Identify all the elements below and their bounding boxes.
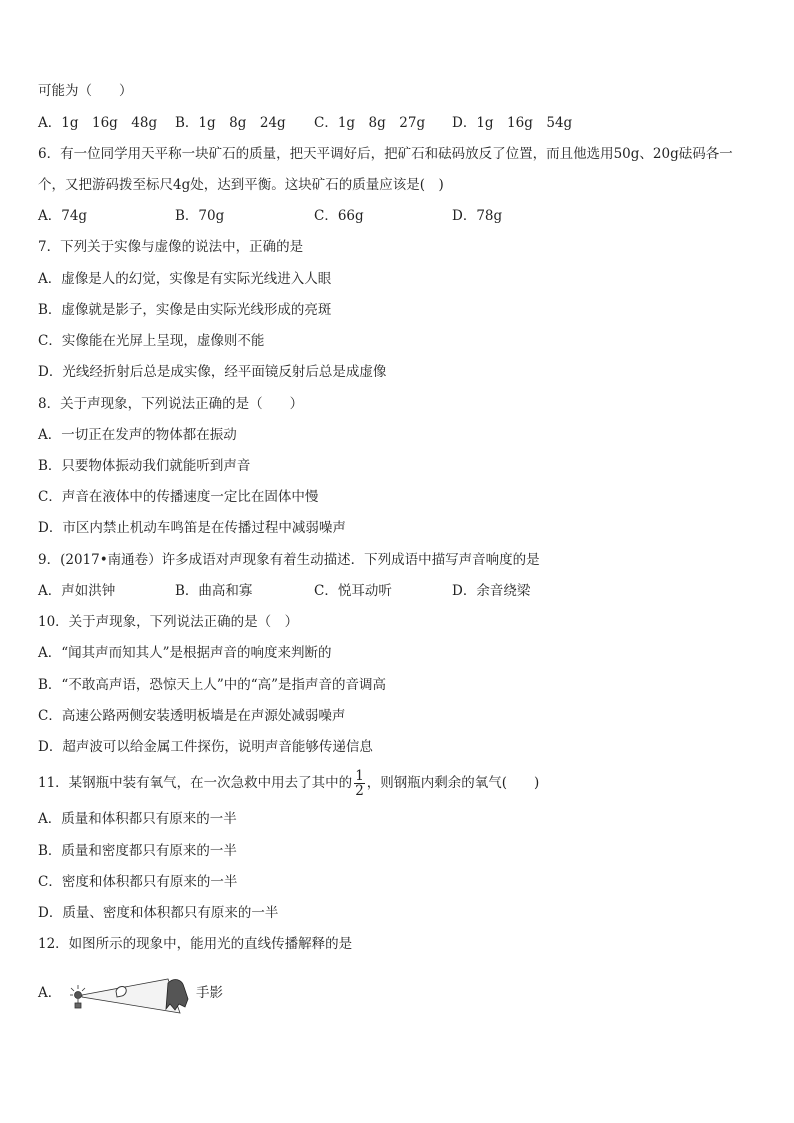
q7-option-a: A．虚像是人的幻觉，实像是有实际光线进入人眼: [38, 271, 332, 287]
q6-stem-1: 6．有一位同学用天平称一块矿石的质量，把天平调好后，把矿石和砝码放反了位置，而且他选用50g、20g砝码各一: [38, 146, 733, 162]
q6-options: [38, 207, 758, 225]
q9-option-b: B．曲高和寡: [175, 583, 253, 599]
q9-option-a: A．声如洪钟: [38, 583, 116, 599]
q12-option-a-caption: 手影: [196, 985, 223, 1001]
q10-option-b: B．“不敢高声语，恐惊天上人”中的“高”是指声音的音调高: [38, 677, 387, 693]
q7-stem: 7．下列关于实像与虚像的说法中，正确的是: [38, 239, 304, 255]
q6-option-a: A．74g: [38, 208, 88, 224]
q5-options: [38, 114, 758, 132]
q9-option-d: D．余音绕梁: [452, 583, 531, 599]
q8-stem: 8．关于声现象，下列说法正确的是（ ）: [38, 396, 304, 412]
line-l0: 可能为（ ）: [38, 83, 133, 99]
q8-option-a: A．一切正在发声的物体都在振动: [38, 427, 237, 443]
q5-option-d: D．1g 16g 54g: [452, 115, 573, 131]
q11-option-b: B．质量和密度都只有原来的一半: [38, 843, 237, 859]
q7-option-b: B．虚像就是影子，实像是由实际光线形成的亮斑: [38, 302, 332, 318]
q11-option-c: C．密度和体积都只有原来的一半: [38, 874, 238, 890]
light-cone: [82, 979, 180, 1013]
q11-option-d: D．质量、密度和体积都只有原来的一半: [38, 905, 279, 921]
fraction-one-half: [354, 769, 365, 798]
q9-options: [38, 582, 758, 600]
q9-option-c: C．悦耳动听: [314, 583, 392, 599]
q7-option-c: C．实像能在光屏上呈现，虚像则不能: [38, 333, 265, 349]
q11-stem: [38, 765, 539, 801]
q5-option-c: C．1g 8g 27g: [314, 115, 426, 131]
q6-option-d: D．78g: [452, 208, 503, 224]
fraction-numerator: 1: [355, 768, 364, 784]
q6-option-c: C．66g: [314, 208, 364, 224]
q6-option-b: B．70g: [175, 208, 225, 224]
q11-stem-after: ，则钢瓶内剩余的氧气( ): [366, 775, 540, 791]
q5-option-b: B．1g 8g 24g: [175, 115, 286, 131]
q5-option-a: A．1g 16g 48g: [38, 115, 158, 131]
q8-option-b: B．只要物体振动我们就能听到声音: [38, 458, 251, 474]
q8-option-d: D．市区内禁止机动车鸣笛是在传播过程中减弱噪声: [38, 520, 346, 536]
q12-option-a-label: A．: [38, 985, 62, 1001]
q6-stem-2: 个，又把游码拨至标尺4g处，达到平衡。这块矿石的质量应该是( ): [38, 177, 444, 193]
q8-option-c: C．声音在液体中的传播速度一定比在固体中慢: [38, 489, 319, 505]
q11-stem-before: 11．某钢瓶中装有氧气，在一次急救中用去了其中的: [38, 775, 353, 791]
q12-stem: 12．如图所示的现象中，能用光的直线传播解释的是: [38, 936, 353, 952]
hand-shadow-figure: [68, 975, 198, 1015]
q12-option-a: [38, 975, 298, 1015]
q7-option-d: D．光线经折射后总是成实像，经平面镜反射后总是成虚像: [38, 364, 387, 380]
q10-option-c: C．高速公路两侧安装透明板墙是在声源处减弱噪声: [38, 708, 346, 724]
shadow-icon: [166, 980, 188, 1010]
q10-option-a: A．“闻其声而知其人”是根据声音的响度来判断的: [38, 645, 332, 661]
fraction-denominator: 2: [355, 783, 364, 799]
q11-option-a: A．质量和体积都只有原来的一半: [38, 811, 237, 827]
q10-stem: 10．关于声现象，下列说法正确的是（ ）: [38, 614, 299, 630]
q9-stem: 9．(2017•南通卷）许多成语对声现象有着生动描述．下列成语中描写声音响度的是: [38, 552, 540, 568]
q10-option-d: D．超声波可以给金属工件探伤，说明声音能够传递信息: [38, 739, 373, 755]
